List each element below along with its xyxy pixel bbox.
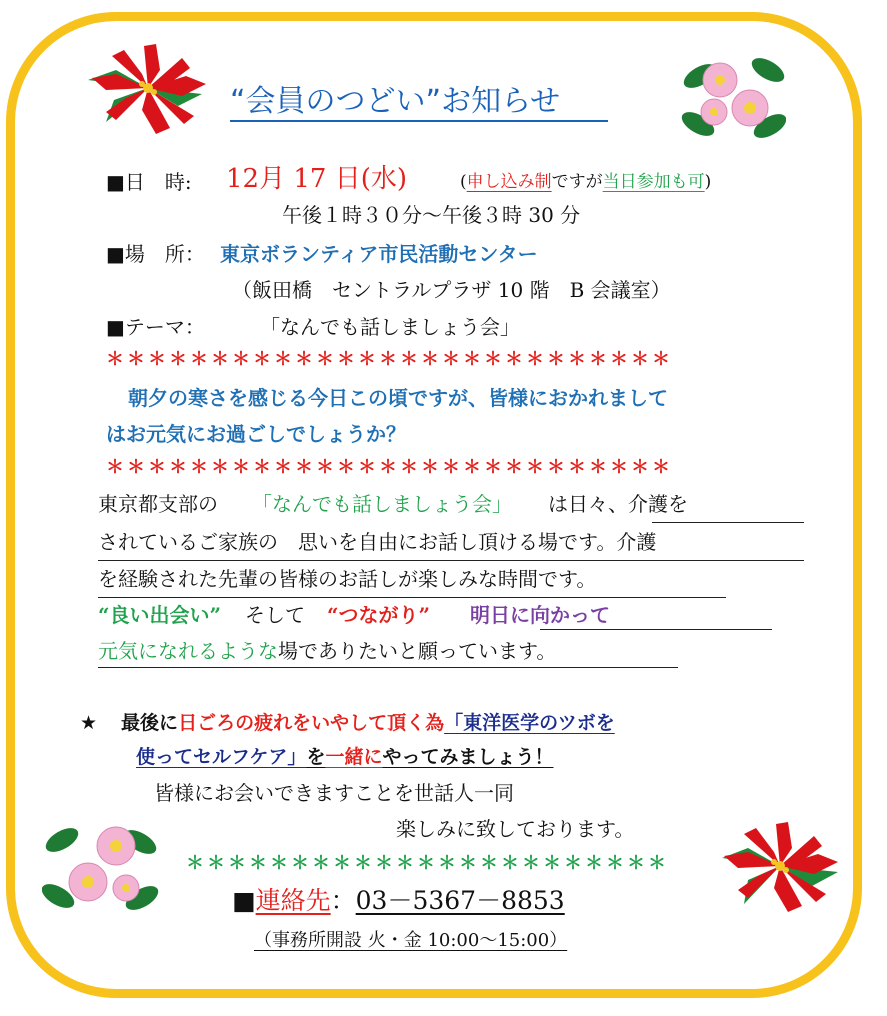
- body-line-3: を経験された先輩の皆様のお話しが楽しみな時間です。: [98, 567, 597, 591]
- theme-label: ■テーマ：: [106, 315, 205, 339]
- stars-divider-green: ＊＊＊＊＊＊＊＊＊＊＊＊＊＊＊＊＊＊＊＊＊＊＊: [186, 853, 669, 874]
- good-encounters: “良い出会い”: [98, 603, 222, 627]
- acupoint-title: 「東洋医学のツボを: [444, 712, 615, 734]
- contact-label: 連絡先: [255, 886, 331, 915]
- notice-line-1: ★ 最後に日ごろの疲れをいやして頂く為「東洋医学のツボを: [80, 712, 615, 734]
- underline: [98, 560, 804, 561]
- stars-divider-top: ＊＊＊＊＊＊＊＊＊＊＊＊＊＊＊＊＊＊＊＊＊＊＊＊＊＊＊: [106, 349, 673, 370]
- star-icon: ★: [80, 712, 98, 734]
- poinsettia-icon: [720, 820, 842, 914]
- closing-line-2: 楽しみに致しております。: [396, 817, 635, 841]
- together: 一緒に: [325, 746, 383, 768]
- date-label: ■日 時:: [106, 170, 192, 194]
- underline: [652, 522, 804, 523]
- connections: “つながり”: [327, 603, 431, 627]
- place-detail: （飯田橋 セントラルプラザ 10 階 B 会議室）: [232, 278, 671, 302]
- body-line-1: 東京都支部の 「なんでも話しましょう会」 は日々、介護を: [98, 492, 688, 516]
- underline: [98, 667, 678, 668]
- underline: [540, 629, 772, 630]
- camellia-icon: [42, 812, 160, 920]
- theme-value: 「なんでも話しましょう会」: [260, 315, 520, 339]
- meeting-name: 「なんでも話しましょう会」: [252, 492, 512, 516]
- greeting-line-2: はお元気にお過ごしでしょうか？: [106, 422, 406, 446]
- same-day-ok: 当日参加も可: [602, 172, 705, 192]
- date-row: [106, 168, 192, 196]
- underline: [98, 597, 726, 598]
- body-line-2: されているご家族の 思いを自由にお話し頂ける場です。介護: [98, 530, 657, 554]
- office-hours: （事務所開設 火・金 10:00～15:00）: [254, 930, 568, 951]
- closing-line-1: 皆様にお会いできますことを世話人一同: [154, 781, 514, 805]
- contact-row: ■連絡先：03－5367－8853: [232, 886, 565, 915]
- phone-number[interactable]: 03－5367－8853: [355, 886, 565, 915]
- registration-required: 申し込み制: [466, 172, 552, 192]
- place-label: ■場 所：: [106, 242, 205, 266]
- date-value: 12月 17 日(水): [226, 164, 407, 194]
- greeting-line-1: 朝夕の寒さを感じる今日この頃ですが、皆様におかれまして: [128, 386, 668, 410]
- body-line-4: “良い出会い” そして “つながり” 明日に向かって: [98, 603, 611, 627]
- fatigue-relief: 日ごろの疲れをいやして頂く為: [178, 712, 445, 734]
- notice-line-2: 使ってセルフケア」を一緒にやってみましょう！: [136, 746, 554, 768]
- page-title: “会員のつどい”お知らせ: [230, 84, 608, 122]
- stars-divider-bottom: ＊＊＊＊＊＊＊＊＊＊＊＊＊＊＊＊＊＊＊＊＊＊＊＊＊＊＊: [106, 457, 673, 478]
- body-line-5: 元気になれるような場でありたいと願っています。: [98, 639, 557, 663]
- camellia-icon: [680, 46, 786, 146]
- time-range: 午後１時３０分～午後３時 30 分: [282, 203, 581, 227]
- poinsettia-icon: [86, 40, 210, 136]
- toward-tomorrow: 明日に向かって: [470, 603, 611, 627]
- place-value: 東京ボランティア市民活動センター: [220, 242, 538, 266]
- registration-note: (申し込み制ですが当日参加も可): [460, 172, 712, 192]
